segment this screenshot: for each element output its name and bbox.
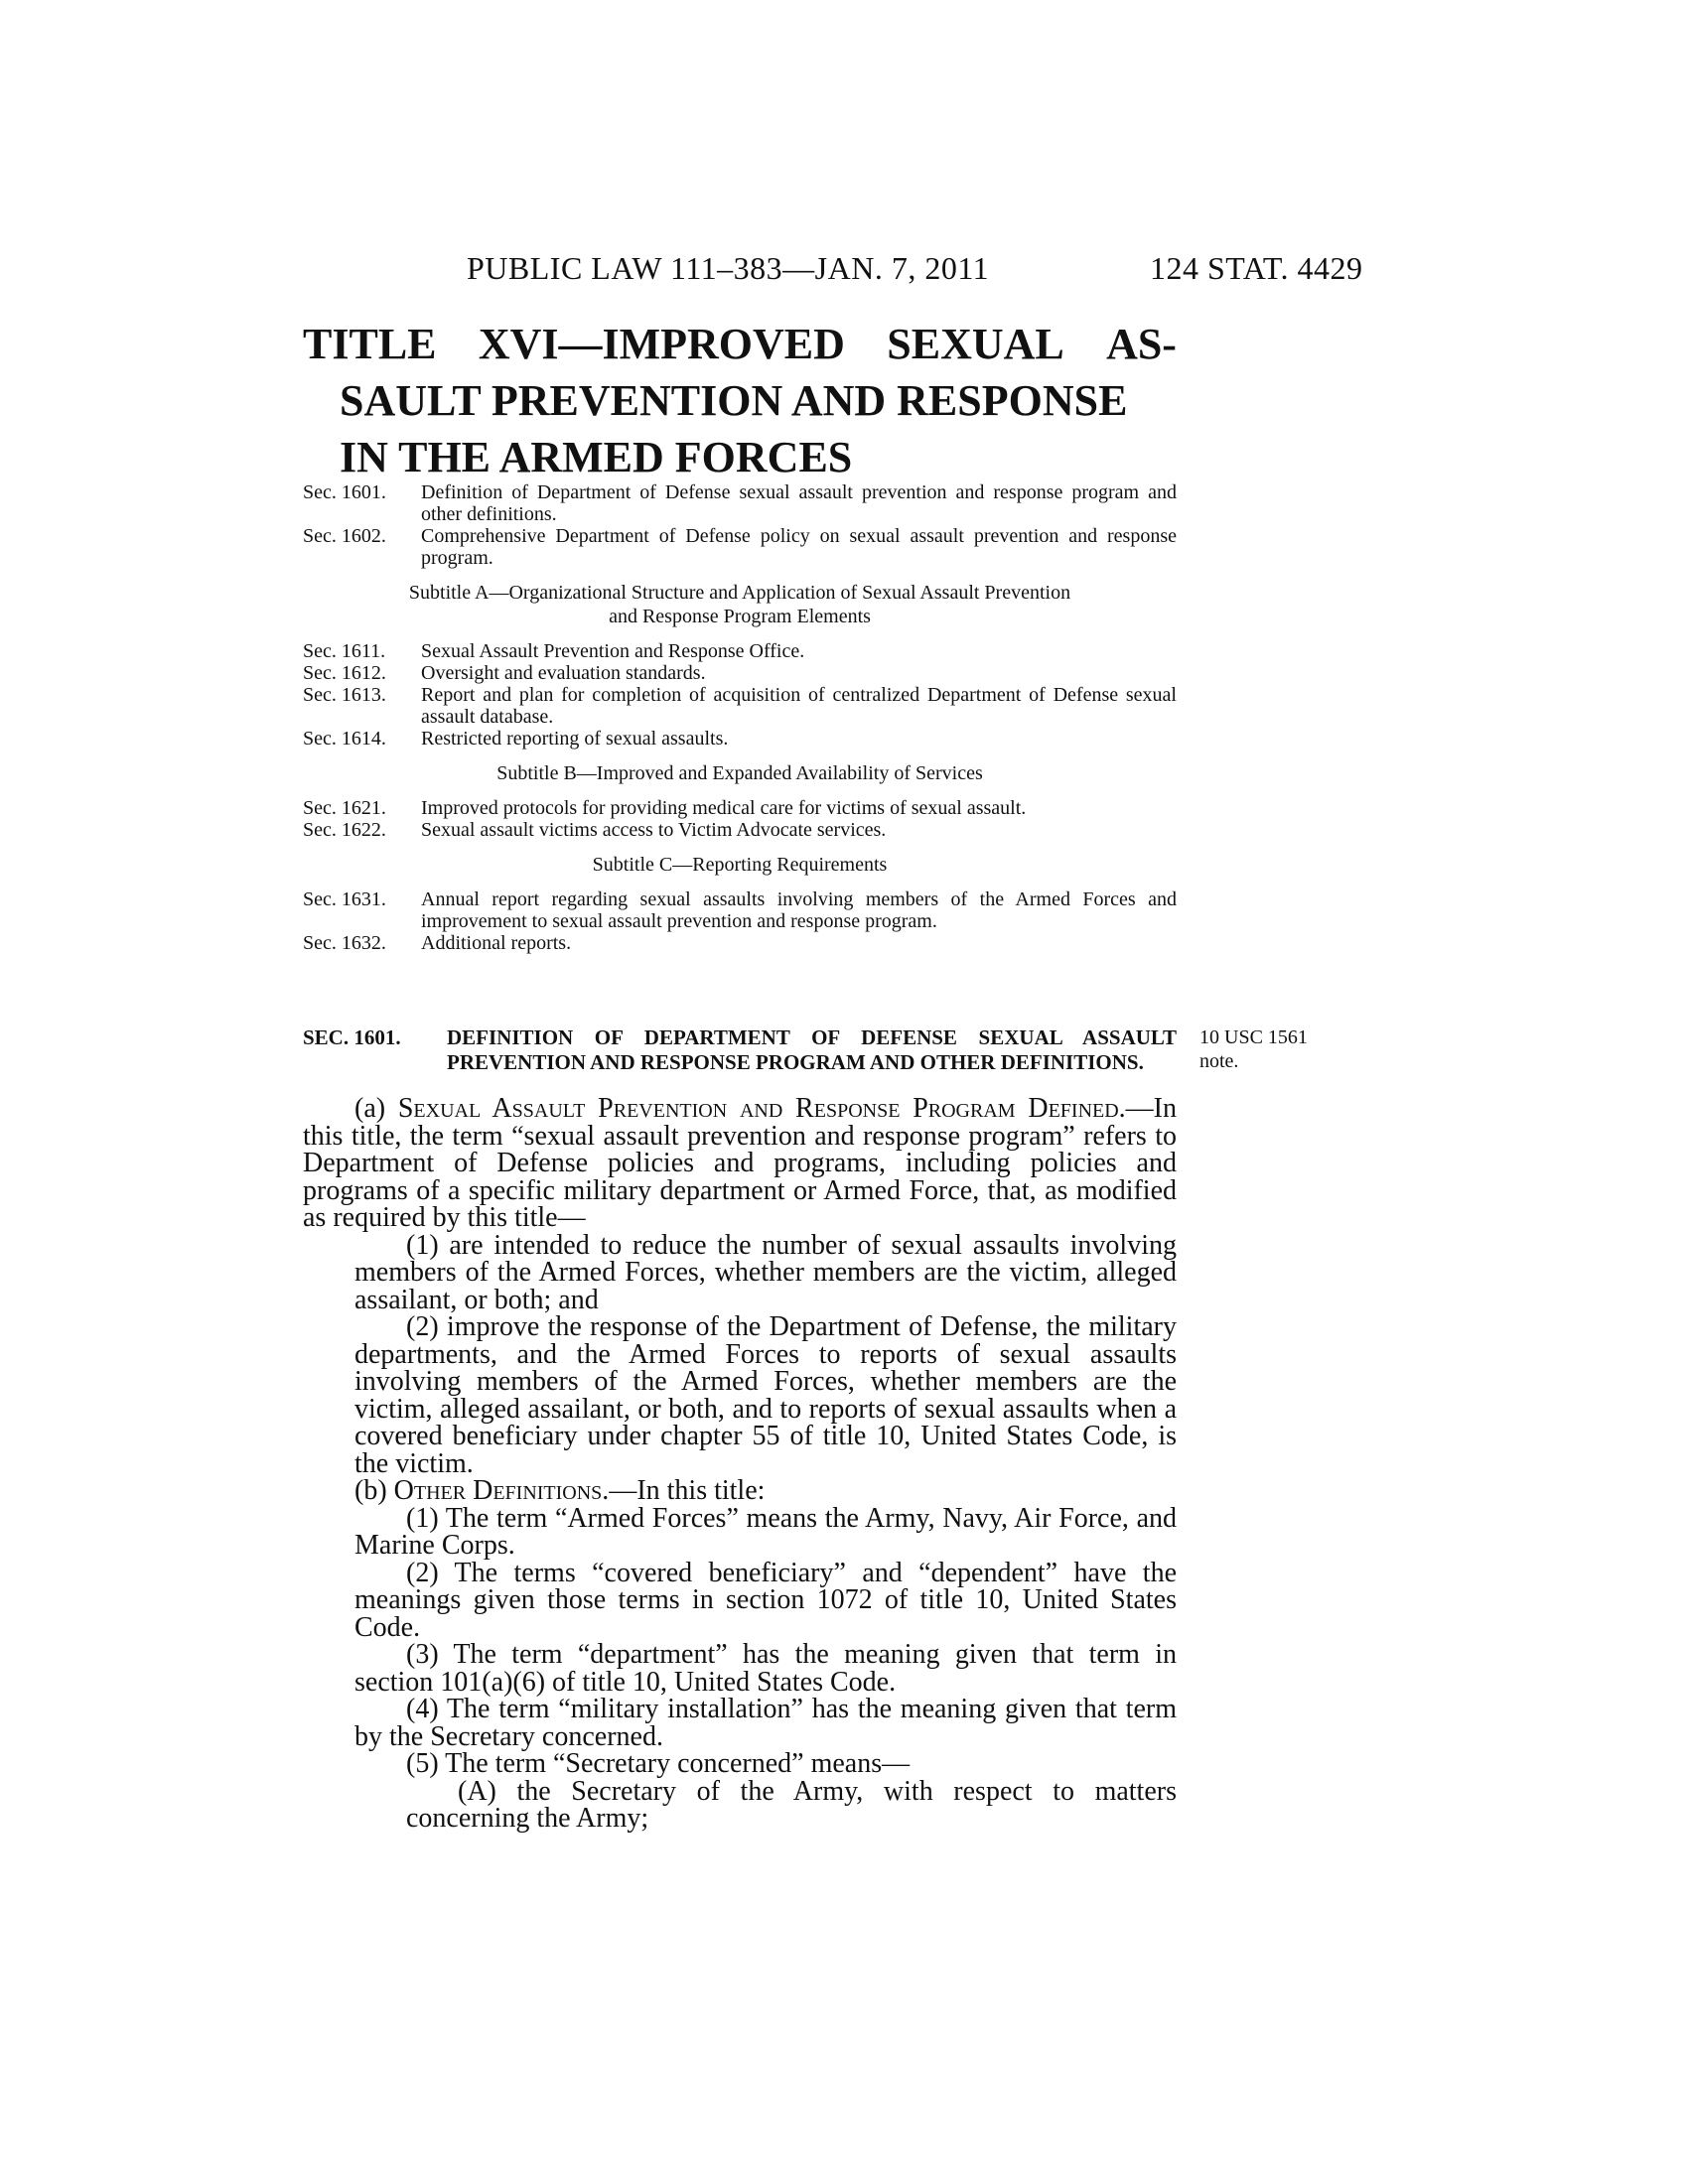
paragraph: (4) The term “military installation” has the meaning given that term by the Secretary concerned. [354,1694,1177,1752]
section-title: DEFINITION OF DEPARTMENT OF DEFENSE SEXUAL ASSAULT PREVENTION AND RESPONSE PROGRAM AND OTHER DEFINITIONS. [447,1025,1177,1074]
paragraph: (2) improve the response of the Department of Defense, the military departments, and the Armed Forces to reports of sexual assaults involving members of the Armed Forces, whether members are the victim, alleged assailant, or both, and to reports of sexual assaults when a covered beneficiary under chapter 55 of title 10, United States Code, is the victim. [354,1311,1177,1479]
subsection-b: (b) Other Definitions.—In this title: [354,1475,766,1506]
paragraph: (2) The terms “covered beneficiary” and “dependent” have the meanings given those terms in section 1072 of title 10, United States Code. [354,1557,1177,1643]
margin-note: 10 USC 1561 note. [1199,1026,1308,1072]
section-body [303,1095,1177,1833]
subsection-heading: Sexual Assault Prevention and Response Program Defined. [397,1093,1126,1124]
toc-entry: Sec. 1622. Sexual assault victims access to Victim Advocate services. [303,819,887,841]
toc-entry: Sec. 1612. Oversight and evaluation standards. [303,662,706,684]
toc-entry: Sec. 1611. Sexual Assault Prevention and Response Office. [303,640,805,662]
statute-page-reference: 124 STAT. 4429 [1150,250,1363,286]
paragraph: (1) The term “Armed Forces” means the Army, Navy, Air Force, and Marine Corps. [354,1502,1177,1561]
title-line-1: TITLE XVI—IMPROVED SEXUAL AS- [303,320,1177,368]
toc-subtitle-b: Subtitle B—Improved and Expanded Availability of Services [496,762,983,784]
toc-subtitle-a: Subtitle A—Organizational Structure and Application of Sexual Assault Prevention and Response Program Elements [408,582,1071,627]
toc-entry: Sec. 1614. Restricted reporting of sexual assaults. [303,728,729,750]
toc-entry: Sec. 1601. Definition of Department of Defense sexual assault prevention and response program and other definitions. [303,481,1177,525]
subsection-heading: Other Definitions. [393,1475,610,1506]
title-line-3: IN THE ARMED FORCES [340,433,853,481]
subsection-a: (a) Sexual Assault Prevention and Response Program Defined.—In this title, the term “sexual assault prevention and response program” refers to Department of Defense policies and programs, including policies and programs of a specific military department or Armed Force, that, as modified as required by this title— [303,1093,1177,1233]
title-line-2: SAULT PREVENTION AND RESPONSE [340,376,1128,425]
toc-entry: Sec. 1613. Report and plan for completion of acquisition of centralized Department of Defense sexual assault database. [303,684,1177,728]
running-head: PUBLIC LAW 111–383—JAN. 7, 2011 [467,250,990,286]
toc-subtitle-c: Subtitle C—Reporting Requirements [592,854,888,876]
section-label: SEC. 1601. [303,1025,401,1049]
paragraph: (3) The term “department” has the meaning given that term in section 101(a)(6) of title 10, United States Code. [354,1639,1177,1698]
toc-entry: Sec. 1621. Improved protocols for providing medical care for victims of sexual assault. [303,797,1027,819]
paragraph: (5) The term “Secretary concerned” means— [406,1748,911,1779]
paragraph: (1) are intended to reduce the number of sexual assaults involving members of the Armed Forces, whether members are the victim, alleged assailant, or both; and [354,1229,1177,1315]
toc-entry: Sec. 1631. Annual report regarding sexual assaults involving members of the Armed Forces and improvement to sexual assault prevention and response program. [303,888,1177,932]
title-heading [303,316,1177,485]
subparagraph: (A) the Secretary of the Army, with respect to matters concerning the Army; [406,1775,1177,1834]
table-of-contents [303,481,1177,954]
section-heading [303,1025,1177,1075]
toc-entry: Sec. 1602. Comprehensive Department of Defense policy on sexual assault prevention and response program. [303,525,1177,569]
toc-entry: Sec. 1632. Additional reports. [303,932,572,954]
